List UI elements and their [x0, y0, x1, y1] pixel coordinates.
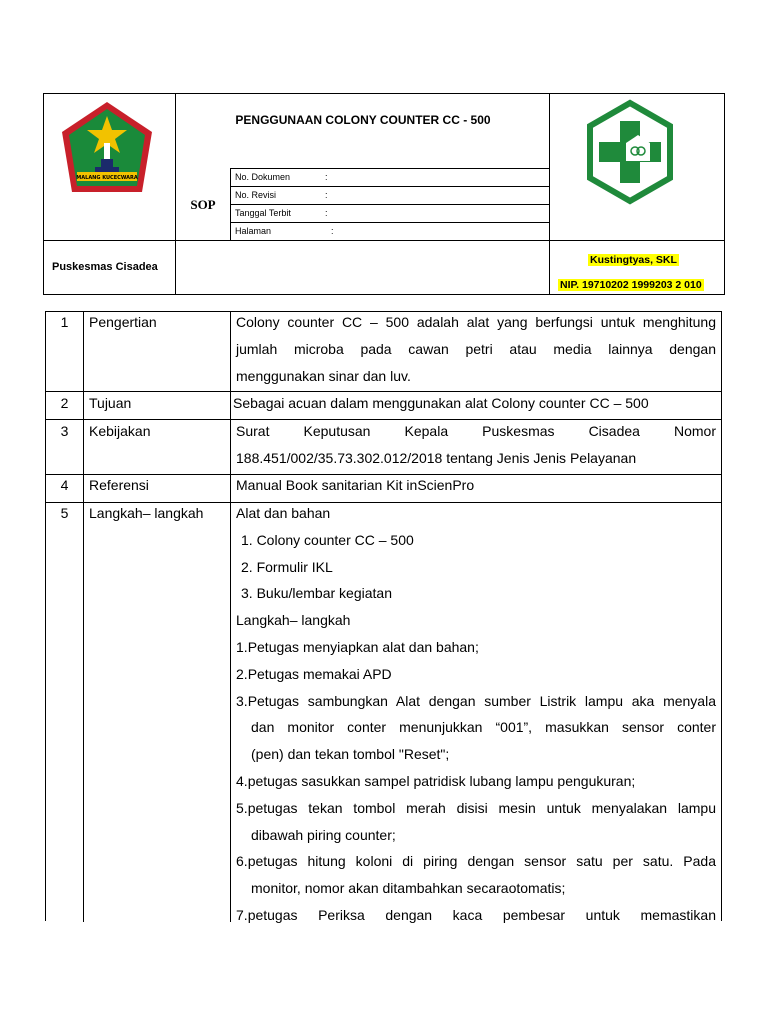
tujuan-text: Sebagai acuan dalam menggunakan alat Colony counter CC – 500 — [233, 395, 649, 411]
text-line: 188.451/002/35.73.302.012/2018 tentang Jenis Jenis Pelayanan — [236, 449, 637, 466]
step-text: Petugas menyiapkan alat dan bahan; — [247, 638, 479, 655]
step-text: (pen) dan tekan tombol "Reset"; — [251, 746, 450, 763]
meta-row-halaman — [235, 226, 550, 236]
step-number: 6. — [236, 853, 248, 870]
materials-heading: Alat dan bahan — [236, 505, 331, 521]
material-item: 3. Buku/lembar kegiatan — [241, 585, 392, 602]
step-text: petugas Periksa dengan kaca pembesar untuk memastikan — [247, 906, 716, 923]
text-line: Surat Keputusan Kepala Puskesmas Cisadea Nomor — [236, 423, 716, 439]
row-number: 2 — [60, 395, 69, 411]
step-number: 3. — [236, 692, 248, 709]
meta-label: Halaman — [235, 226, 272, 236]
meta-row-tanggal-terbit — [235, 208, 550, 218]
meta-row-no-revisi — [235, 190, 550, 200]
divider — [44, 240, 724, 241]
divider — [83, 312, 84, 922]
meta-colon: : — [325, 190, 328, 200]
row-label-referensi: Referensi — [89, 477, 149, 493]
step-text: petugas sasukkan sampel patridisk lubang lampu pengukuran; — [247, 772, 636, 789]
divider — [230, 222, 549, 223]
row-label-kebijakan: Kebijakan — [89, 423, 151, 439]
step-number: 7. — [236, 906, 248, 923]
row-number: 3 — [60, 423, 69, 439]
meta-colon: : — [325, 172, 328, 182]
divider — [230, 204, 549, 205]
langkah-content — [236, 500, 716, 929]
material-item: 2. Formulir IKL — [241, 558, 333, 575]
step-number: 1. — [236, 638, 248, 655]
pengertian-text — [236, 309, 716, 389]
steps-heading: Langkah– langkah — [236, 612, 351, 629]
meta-label: No. Revisi — [235, 190, 277, 200]
row-number: 5 — [60, 505, 69, 521]
row-label-tujuan: Tujuan — [89, 395, 132, 411]
step-item — [236, 768, 716, 795]
malang-regency-emblem-icon — [57, 99, 157, 203]
step-first-line — [236, 902, 716, 929]
row-number: 4 — [60, 477, 69, 493]
step-text: petugas tekan tombol merah disisi mesin untuk menyalakan lampu — [247, 799, 716, 816]
step-text: dan monitor conter menunjukkan “001”, masukkan sensor conter — [251, 719, 716, 736]
meta-label: No. Dokumen — [235, 172, 291, 182]
text-line: jumlah microba pada cawan petri atau media lainnya dengan — [236, 340, 716, 357]
step-first-line — [236, 795, 716, 822]
row-label-langkah: Langkah– langkah — [89, 505, 204, 521]
sop-label: SOP — [190, 197, 216, 212]
svg-text:MALANG KUCECWARA: MALANG KUCECWARA — [76, 175, 138, 181]
step-text: Petugas memakai APD — [247, 665, 392, 682]
step-item — [236, 902, 716, 929]
referensi-text: Manual Book sanitarian Kit inScienPro — [236, 477, 475, 493]
signatory-nip: NIP. 19710202 1999203 2 010 — [560, 279, 702, 291]
meta-label: Tanggal Terbit — [235, 208, 291, 218]
divider — [230, 186, 549, 187]
step-item — [236, 795, 716, 849]
step-number: 2. — [236, 665, 248, 682]
document-title: PENGGUNAAN COLONY COUNTER CC - 500 — [235, 113, 491, 127]
meta-colon: : — [325, 208, 328, 218]
sop-header-table — [43, 93, 725, 295]
row-label-pengertian: Pengertian — [89, 314, 157, 330]
step-first-line — [236, 688, 716, 715]
text-line: Colony counter CC – 500 adalah alat yang berfungsi untuk menghitung — [236, 314, 716, 330]
step-item — [236, 688, 716, 768]
row-number: 1 — [60, 314, 69, 330]
step-item — [236, 848, 716, 902]
step-first-line — [236, 848, 716, 875]
organization-name: Puskesmas Cisadea — [52, 261, 158, 273]
sop-content-table — [45, 311, 722, 921]
step-text: monitor, nomor akan ditambahkan secaraotomatis; — [251, 880, 566, 897]
signatory-name: Kustingtyas, SKL — [590, 254, 677, 266]
step-text: Petugas sambungkan Alat dengan sumber Listrik lampu aka menyala — [247, 692, 716, 709]
step-number: 4. — [236, 772, 248, 789]
step-item — [236, 661, 716, 688]
step-number: 5. — [236, 799, 248, 816]
step-item — [236, 634, 716, 661]
puskesmas-logo-icon — [582, 99, 678, 205]
text-line: menggunakan sinar dan luv. — [236, 367, 411, 384]
material-item: 1. Colony counter CC – 500 — [241, 531, 414, 548]
step-text: petugas hitung koloni di piring dengan sensor satu per satu. Pada — [247, 853, 716, 870]
divider — [230, 312, 231, 922]
step-text: dibawah piring counter; — [251, 826, 396, 843]
divider — [230, 168, 549, 169]
kebijakan-text — [236, 418, 716, 472]
meta-colon: : — [331, 226, 334, 236]
meta-row-no-dokumen — [235, 172, 550, 182]
